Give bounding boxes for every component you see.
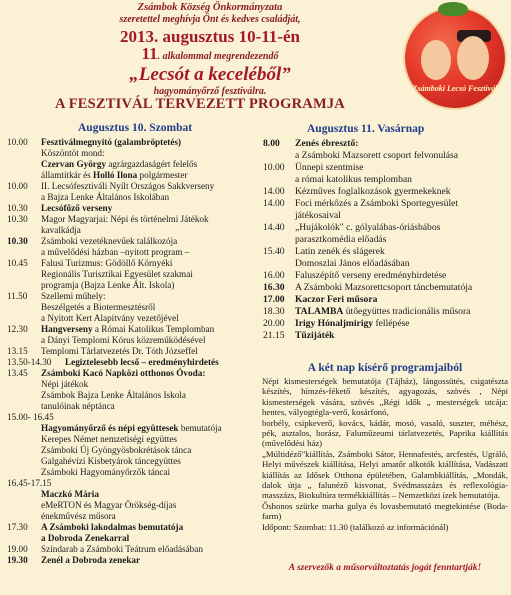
schedule-row <box>3 280 258 291</box>
schedule-time <box>261 150 295 162</box>
schedule-text: Zsámboki Kacó Napközi otthonos Óvoda: <box>41 368 206 378</box>
schedule-text: a művelődési házban –nyitott program – <box>41 247 190 257</box>
schedule-row <box>261 258 509 270</box>
schedule-text: Lecsófőző verseny <box>41 203 113 213</box>
schedule-text: Kézműves foglalkozások gyermekeknek <box>295 186 451 197</box>
schedule-row <box>3 159 258 170</box>
schedule-row <box>3 324 258 335</box>
schedule-time <box>3 456 41 467</box>
schedule-time <box>3 302 41 313</box>
schedule-text: Ünnepi szentmise <box>295 162 364 173</box>
schedule-row <box>3 258 258 269</box>
schedule-row <box>3 456 258 467</box>
schedule-text: TALAMBA ütőegyüttes tradicionális műsora <box>295 306 471 317</box>
schedule-row <box>3 555 258 566</box>
schedule-row <box>3 423 258 434</box>
schedule-text: Templomi Tárlatvezetés Dr. Tóth Józseffel <box>41 346 198 356</box>
schedule-text: Latin zenék és slágerek <box>295 246 385 257</box>
attractions-paragraph: Népi kismesterségek bemutatója (Tájház), lángossütés, csigatészta készítés, hímzés-fékető készítés, agyagozás, szövés , Népi kismesterségek vására, szövés „Régi idők „ mesterségek utcája: hentes, vályogtégla-verő, kosárfonó, <box>262 376 508 418</box>
schedule-time <box>3 467 41 478</box>
schedule-row <box>3 203 258 214</box>
saturday-schedule <box>3 137 258 566</box>
schedule-text: Domoszlai János előadásában <box>295 258 410 269</box>
schedule-row <box>3 489 258 500</box>
schedule-text: a Bajza Lenke Általános Iskolában <box>41 192 170 202</box>
schedule-time <box>3 247 41 258</box>
schedule-row <box>261 294 509 306</box>
schedule-text: Maczkó Mária <box>41 489 99 499</box>
sunday-schedule <box>261 138 509 342</box>
schedule-row <box>3 533 258 544</box>
schedule-row <box>261 270 509 282</box>
schedule-row <box>3 247 258 258</box>
schedule-text: Hagyományőrző és népi együttesek bemutatója <box>41 423 222 433</box>
schedule-time <box>3 335 41 346</box>
schedule-time <box>3 280 41 291</box>
schedule-row <box>3 357 258 368</box>
schedule-text: „Hujákolók" c. gólyalábas-óriásbábos <box>295 222 441 233</box>
schedule-text: a Nyitott Kert Alapítvány vezetőjével <box>41 313 179 323</box>
schedule-time <box>3 379 41 390</box>
schedule-time: 10.30 <box>7 236 28 246</box>
schedule-time: 16.30 <box>263 282 285 293</box>
schedule-time: 21.15 <box>263 330 285 341</box>
schedule-row <box>3 544 258 555</box>
schedule-text: Magor Magyarjai: Népi és történelmi Játékok <box>41 214 209 224</box>
schedule-time <box>3 313 41 324</box>
schedule-row <box>3 236 258 247</box>
edition-number: 11 <box>141 44 158 63</box>
schedule-text: A Zsámboki Mazsorettcsoport táncbemutatója <box>295 282 473 293</box>
schedule-time: 10.00 <box>7 137 28 147</box>
schedule-row <box>261 198 509 210</box>
schedule-time: 18.30 <box>263 306 285 317</box>
schedule-row <box>3 302 258 313</box>
attractions-paragraph: borbély, csipkeverő, kovács, kádár, mosó, vasaló, suszter, méhész, pék, asztalos, borász, Faluműzeumi tárlatvezetés, Paprika kiállítás (művelődési ház) <box>262 417 508 449</box>
schedule-row <box>3 269 258 280</box>
schedule-text: Színdarab a Zsámboki Teátrum előadásában <box>41 544 203 554</box>
schedule-time: 13.15 <box>7 346 28 356</box>
schedule-text: tanulóinak néptánca <box>41 401 115 411</box>
schedule-text: a Dányi Templomi Kórus közreműködésével <box>41 335 206 345</box>
schedule-time <box>3 269 41 280</box>
schedule-text: Irigy Hónaljmirigy fellépése <box>295 318 410 329</box>
schedule-time: 14.00 <box>263 198 285 209</box>
program-title: A FESZTIVÁL TERVEZETT PROGRAMJA <box>55 96 345 112</box>
schedule-time <box>261 234 295 246</box>
schedule-time: 17.00 <box>263 294 285 305</box>
schedule-time <box>3 511 41 522</box>
schedule-row <box>261 174 509 186</box>
schedule-text: Zsámboki Hagyományőrzők táncai <box>41 467 171 477</box>
schedule-time <box>3 423 41 434</box>
schedule-row <box>261 306 509 318</box>
schedule-row <box>261 150 509 162</box>
schedule-row <box>261 282 509 294</box>
attractions-paragraph: „Múltidéző"kiállítás, Zsámboki Sátor, Hennafestés, arcfestés, Ugráló, Helyi művészek kiállítása, Helyi amatőr alkotók kiállítása, Vadászati kiállítás az Idősek Otthona épületében, Galambkiállítás, „Mondák, dalok útja „ falunéző kisvonat, Svédmasszázs és reflexológia-masszázs, Biokultúra termékkiállítás – Nemzetközi ízek bemutatója. <box>262 448 508 501</box>
schedule-row <box>3 170 258 181</box>
festival-title: „Lecsót a keceléből” <box>129 64 291 85</box>
schedule-text: parasztkomédia előadás <box>295 234 387 245</box>
schedule-time: 10.45 <box>7 258 28 268</box>
schedule-row <box>3 511 258 522</box>
schedule-row <box>3 291 258 302</box>
attractions-text <box>262 376 508 532</box>
schedule-text: Népi játékok <box>41 379 89 389</box>
schedule-time: 17.30 <box>7 522 28 532</box>
schedule-time <box>3 390 41 401</box>
schedule-time <box>3 489 41 500</box>
schedule-text: Zenél a Dobroda zenekar <box>41 555 141 565</box>
schedule-row <box>3 390 258 401</box>
schedule-time <box>3 170 41 181</box>
schedule-row <box>3 379 258 390</box>
schedule-time: 19.30 <box>7 555 28 565</box>
schedule-row <box>3 478 258 489</box>
edition-text: . alkalommal megrendezendő <box>157 51 279 62</box>
schedule-time: 15.40 <box>263 246 285 257</box>
schedule-text: Zsámboki vezetéknevűek találkozója <box>41 236 178 246</box>
attractions-paragraph: Időpont: Szombat: 11.30 (találkozó az információnál) <box>262 521 449 532</box>
schedule-text: Faluszépítő verseny eredményhirdetése <box>295 270 447 281</box>
attractions-paragraph: Őshonos szürke marha gulya és lovasbemutató megtekintése (Boda-farm) <box>262 500 508 522</box>
schedule-time: 13.50-14.30 <box>7 357 52 367</box>
schedule-row <box>3 346 258 357</box>
schedule-row <box>3 148 258 159</box>
schedule-row <box>3 412 258 423</box>
schedule-text: II. Lecsófesztiváli Nyílt Országos Sakkverseny <box>41 181 215 191</box>
schedule-row <box>261 162 509 174</box>
schedule-time <box>261 174 295 186</box>
schedule-time: 12.30 <box>7 324 28 334</box>
schedule-time <box>261 210 295 222</box>
schedule-text: Zsámbok Bajza Lenke Általános Iskola <box>41 390 186 400</box>
schedule-time <box>3 225 41 236</box>
schedule-time <box>261 258 295 270</box>
schedule-text: Tűzijáték <box>295 330 335 341</box>
schedule-row <box>3 225 258 236</box>
edition-line <box>30 44 390 64</box>
schedule-time <box>3 533 41 544</box>
schedule-row <box>261 138 509 150</box>
schedule-text: kavalkádja <box>41 225 81 235</box>
schedule-text: Beszélgetés a Biotermesztésről <box>41 302 156 312</box>
schedule-time <box>3 445 41 456</box>
schedule-row <box>3 137 258 148</box>
schedule-row <box>3 445 258 456</box>
schedule-row <box>261 186 509 198</box>
schedule-text: Falusi Turizmus: Gödöllő Környéki <box>41 258 173 268</box>
schedule-text: Zsámboki Új Gyöngyösbokrétások tánca <box>41 445 192 455</box>
schedule-text: programja (Bajza Lenke Ált. Iskola) <box>41 280 175 290</box>
schedule-row <box>3 467 258 478</box>
schedule-text: A Zsámboki lakodalmas bemutatója <box>41 522 184 532</box>
schedule-time: 15.00- 16.45 <box>7 412 54 422</box>
schedule-time: 19.00 <box>7 544 28 554</box>
schedule-row <box>3 522 258 533</box>
schedule-time: 16.45-17.15 <box>7 478 52 488</box>
schedule-text: Foci mérkőzés a Zsámboki Sportegyesület <box>295 198 459 209</box>
face-right-icon <box>457 36 489 80</box>
schedule-text: Regionális Turisztikai Egyesület szakmai <box>41 269 193 279</box>
schedule-time: 10.30 <box>7 203 28 213</box>
schedule-text: Köszöntöt mond: <box>41 148 105 158</box>
schedule-time: 14.00 <box>263 186 285 197</box>
face-left-icon <box>421 40 451 80</box>
sunday-title: Augusztus 11. Vasárnap <box>307 123 425 135</box>
schedule-row <box>3 214 258 225</box>
header <box>30 2 390 98</box>
schedule-time: 14.40 <box>263 222 285 233</box>
schedule-time: 11.50 <box>7 291 28 301</box>
tomato-logo-icon <box>405 8 505 108</box>
schedule-time: 10.30 <box>7 214 28 224</box>
schedule-row <box>3 192 258 203</box>
schedule-time: 10.00 <box>7 181 28 191</box>
schedule-time <box>3 401 41 412</box>
schedule-text: Legiztelesebb lecső – eredményhirdetés <box>65 357 219 367</box>
schedule-text: a Zsámboki Mazsorett csoport felvonulása <box>295 150 459 161</box>
schedule-row <box>3 401 258 412</box>
schedule-time <box>3 434 41 445</box>
schedule-text: államtitkár és Holló Ilona polgármester <box>41 170 188 180</box>
schedule-text: Hangverseny a Római Katolikus Templomban <box>41 324 215 334</box>
schedule-time <box>3 192 41 203</box>
schedule-row <box>3 181 258 192</box>
schedule-time <box>3 159 41 170</box>
schedule-row <box>261 234 509 246</box>
footer-note: A szervezők a műsorváltoztatás jogát fenntartják! <box>288 563 482 573</box>
schedule-text: a római katolikus templomban <box>295 174 412 185</box>
saturday-title: Augusztus 10. Szombat <box>78 122 193 134</box>
schedule-text: énekművész műsora <box>41 511 116 521</box>
schedule-text: Galgahévízi Kisbetyárok táncegyüttes <box>41 456 181 466</box>
schedule-text: Szellemi műhely: <box>41 291 106 301</box>
schedule-text: Zenés ébresztő: <box>295 138 359 149</box>
logo-text: Zsámboki Lecsó Fesztivál <box>412 84 498 93</box>
schedule-row <box>3 434 258 445</box>
schedule-row <box>261 330 509 342</box>
schedule-text <box>65 478 258 489</box>
schedule-text: Fesztiválmegnyitó (galambröptetés) <box>41 137 182 147</box>
schedule-text: a Dobroda Zenekarral <box>41 533 130 543</box>
attractions-title: A két nap kísérő programjaiból <box>307 362 463 374</box>
schedule-time: 8.00 <box>263 138 280 149</box>
schedule-row <box>261 210 509 222</box>
invite-line: szeretettel meghívja Önt és kedves családját, <box>119 14 301 25</box>
schedule-time: 16.00 <box>263 270 285 281</box>
schedule-text: Kaczor Feri műsora <box>295 294 378 305</box>
schedule-time <box>3 500 41 511</box>
organizer-line: Zsámbok Község Önkormányzata <box>137 2 283 13</box>
schedule-text: játékosaival <box>295 210 341 221</box>
leaf-icon <box>438 2 468 16</box>
schedule-row <box>261 222 509 234</box>
schedule-text: Kerepes Német nemzetiségi együttes <box>41 434 177 444</box>
schedule-time: 10.00 <box>263 162 285 173</box>
festival-subtitle: hagyományőrző fesztiválra. <box>153 86 267 97</box>
schedule-time <box>3 148 41 159</box>
schedule-row <box>3 313 258 324</box>
schedule-row <box>261 318 509 330</box>
schedule-time: 13.45 <box>7 368 28 378</box>
schedule-row <box>261 246 509 258</box>
schedule-row <box>3 500 258 511</box>
schedule-row <box>3 335 258 346</box>
festival-date: 2013. augusztus 10-11-én <box>120 27 300 46</box>
schedule-row <box>3 368 258 379</box>
schedule-text <box>65 412 258 423</box>
schedule-text: Czervan György agrárgazdaságért felelős <box>41 159 198 169</box>
schedule-time: 20.00 <box>263 318 285 329</box>
schedule-text: eMeRTON és Magyar Örökség-díjas <box>41 500 177 510</box>
